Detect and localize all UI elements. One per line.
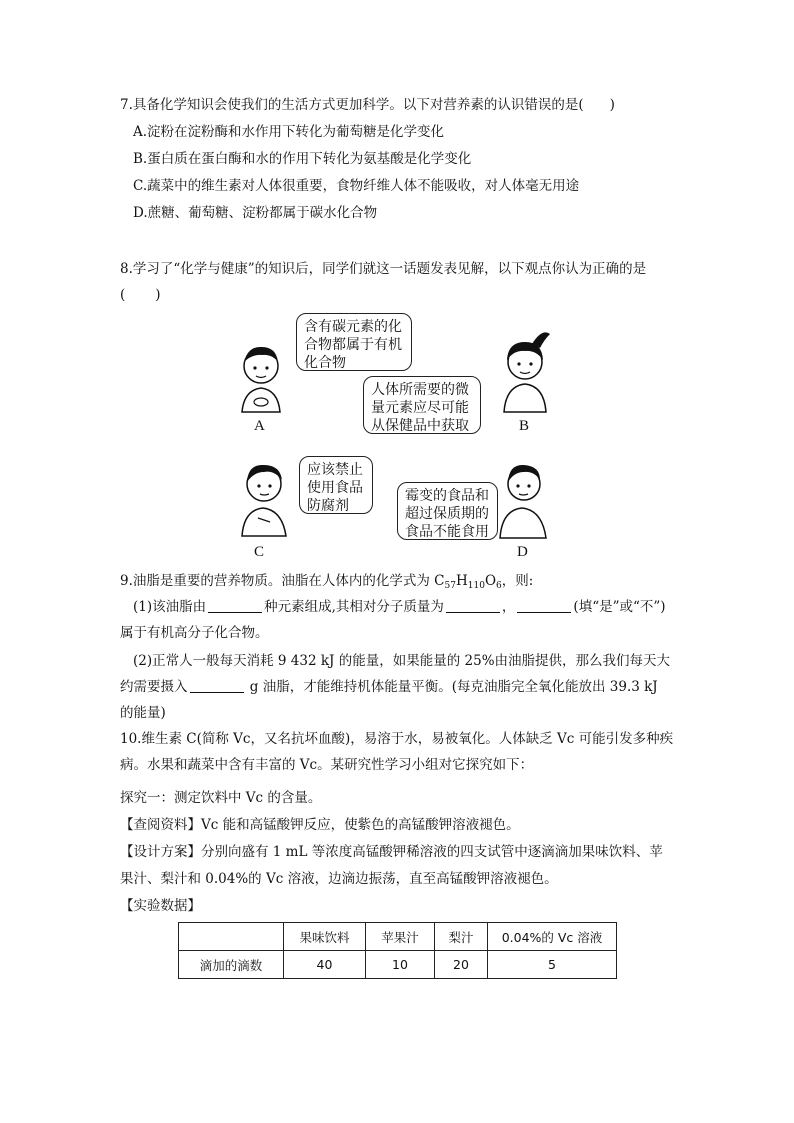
formula-o-subscript: 6 bbox=[496, 581, 502, 591]
speech-bubble-a bbox=[296, 313, 412, 371]
formula-c-subscript: 57 bbox=[444, 581, 456, 591]
student-b-illustration bbox=[490, 326, 560, 414]
q9-p2-text-a: 约需要摄入 bbox=[120, 679, 188, 695]
q9-part1 bbox=[133, 598, 666, 616]
student-c-illustration bbox=[232, 456, 298, 538]
q7-stem bbox=[120, 96, 615, 114]
answer-blank-molecular-mass[interactable] bbox=[446, 598, 500, 613]
q10-line7: 【实验数据】 bbox=[120, 898, 201, 914]
q9-part2-line2 bbox=[120, 678, 658, 696]
q8-answer-paren bbox=[120, 286, 161, 304]
q8-paren-open: ( bbox=[120, 287, 126, 303]
table-row bbox=[179, 951, 617, 979]
q9-stem-end: ，则: bbox=[501, 573, 534, 589]
speech-bubble-d bbox=[397, 482, 498, 540]
q10-line6: 果汁、梨汁和 0.04%的 Vc 溶液，边滴边振荡，直至高锰酸钾溶液褪色。 bbox=[120, 871, 558, 887]
formula-h-subscript: 110 bbox=[467, 581, 485, 591]
table-header-cell: 0.04%的 Vc 溶液 bbox=[488, 923, 617, 951]
formula-o: O bbox=[484, 573, 497, 589]
speech-bubble-b bbox=[363, 376, 481, 434]
formula-h: H bbox=[455, 573, 468, 589]
q9-stem bbox=[120, 572, 533, 590]
table-header-cell bbox=[179, 923, 284, 951]
q9-p1-text-b: 种元素组成,其相对分子质量为 bbox=[264, 599, 444, 615]
panel-a-letter: A bbox=[254, 418, 265, 434]
speech-bubble-c bbox=[299, 456, 373, 514]
student-d-illustration bbox=[494, 458, 552, 540]
q9-p1-comma: ， bbox=[501, 599, 516, 615]
q7-option-d: D.蔗糖、葡萄糖、淀粉都属于碳水化合物 bbox=[133, 205, 378, 221]
q9-p2-text-b: g 油脂，才能维持机体能量平衡。(每克油脂完全氧化能放出 39.3 kJ bbox=[245, 679, 658, 695]
q10-line1: 10.维生素 C(简称 Vc，又名抗坏血酸)，易溶于水，易被氧化。人体缺乏 Vc 可能引发多种疾 bbox=[120, 731, 674, 747]
table-cell: 40 bbox=[284, 951, 366, 979]
q10-line2: 病。水果和蔬菜中含有丰富的 Vc。某研究性学习小组对它探究如下： bbox=[120, 757, 534, 773]
q7-option-a: A.淀粉在淀粉酶和水作用下转化为葡萄糖是化学变化 bbox=[133, 124, 445, 140]
table-row-label: 滴加的滴数 bbox=[179, 951, 284, 979]
q8-paren-close: ) bbox=[155, 287, 161, 303]
bubble-d-line-3: 食品不能食用 bbox=[405, 524, 489, 540]
answer-blank-elements[interactable] bbox=[208, 598, 262, 613]
panel-b-letter: B bbox=[519, 418, 530, 434]
q10-line4: 【查阅资料】Vc 能和高锰酸钾反应，使紫色的高锰酸钾溶液褪色。 bbox=[120, 817, 520, 833]
q9-part2-line3: 的能量) bbox=[120, 705, 166, 721]
bubble-a-line-3: 化合物 bbox=[304, 355, 346, 371]
bubble-d-line-1: 霉变的食品和 bbox=[405, 488, 489, 504]
bubble-a-line-2: 合物都属于有机 bbox=[304, 337, 402, 353]
student-a-illustration bbox=[228, 338, 294, 416]
panel-d-letter: D bbox=[517, 544, 528, 560]
q9-stem-text: 9.油脂是重要的营养物质。油脂在人体内的化学式为 C bbox=[120, 573, 445, 589]
experiment-data-table bbox=[178, 922, 617, 979]
bubble-c-line-1: 应该禁止 bbox=[307, 462, 363, 478]
table-cell: 20 bbox=[435, 951, 488, 979]
q8-stem: 8.学习了“化学与健康”的知识后，同学们就这一话题发表见解，以下观点你认为正确的是 bbox=[120, 261, 647, 277]
bubble-b-line-1: 人体所需要的微 bbox=[371, 382, 469, 398]
q7-option-c: C.蔬菜中的维生素对人体很重要，食物纤维人体不能吸收，对人体毫无用途 bbox=[133, 178, 580, 194]
bubble-b-line-3: 从保健品中获取 bbox=[371, 418, 469, 434]
q9-part2-line1: (2)正常人一般每天消耗 9 432 kJ 的能量，如果能量的 25%由油脂提供，那么我们每天大 bbox=[133, 653, 671, 669]
q9-part1-line2: 属于有机高分子化合物。 bbox=[120, 625, 269, 641]
q7-stem-paren: ) bbox=[609, 97, 615, 113]
answer-blank-fat-grams[interactable] bbox=[190, 678, 244, 693]
bubble-c-line-2: 使用食品 bbox=[307, 480, 363, 496]
table-cell: 10 bbox=[366, 951, 435, 979]
q10-line5: 【设计方案】分别向盛有 1 mL 等浓度高锰酸钾稀溶液的四支试管中逐滴滴加果味饮料、苹 bbox=[120, 844, 663, 860]
answer-blank-polymer[interactable] bbox=[517, 598, 571, 613]
q9-p1-text-a: (1)该油脂由 bbox=[133, 599, 207, 615]
table-header-cell: 果味饮料 bbox=[284, 923, 366, 951]
table-cell: 5 bbox=[488, 951, 617, 979]
bubble-d-line-2: 超过保质期的 bbox=[405, 506, 489, 522]
table-header-row bbox=[179, 923, 617, 951]
panel-c-letter: C bbox=[254, 544, 265, 560]
q10-line3: 探究一：测定饮料中 Vc 的含量。 bbox=[120, 790, 322, 806]
bubble-b-line-2: 量元素应尽可能 bbox=[371, 400, 469, 416]
q9-p1-text-d: (填“是”或“不”) bbox=[573, 599, 666, 615]
bubble-c-line-3: 防腐剂 bbox=[307, 498, 349, 514]
bubble-a-line-1: 含有碳元素的化 bbox=[304, 319, 402, 335]
q7-stem-text: 7.具备化学知识会使我们的生活方式更加科学。以下对营养素的认识错误的是( bbox=[120, 97, 584, 113]
table-header-cell: 梨汁 bbox=[435, 923, 488, 951]
q7-option-b: B.蛋白质在蛋白酶和水的作用下转化为氨基酸是化学变化 bbox=[133, 151, 472, 167]
table-header-cell: 苹果汁 bbox=[366, 923, 435, 951]
